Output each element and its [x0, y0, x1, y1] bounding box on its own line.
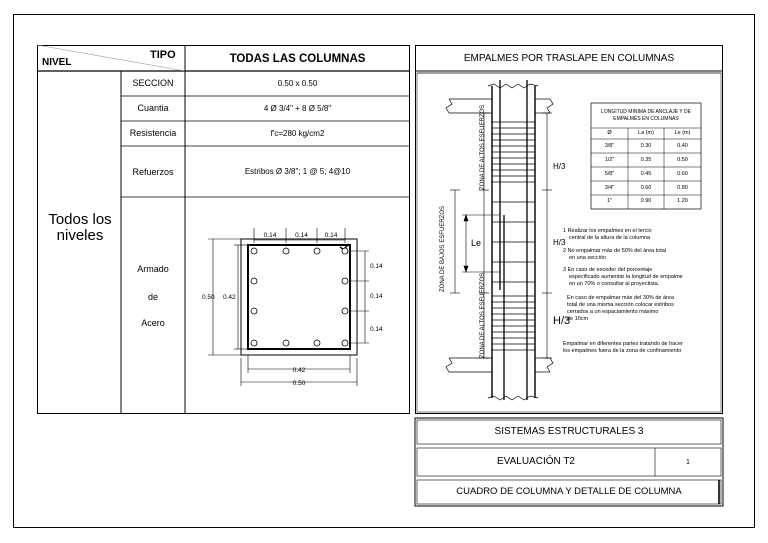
dim-right-2: 0.14	[370, 293, 383, 300]
splice-title: EMPALMES POR TRASLAPE EN COLUMNAS	[463, 53, 675, 64]
h3-top-label: H/3	[553, 162, 566, 171]
table-cell: 1/2"	[604, 157, 615, 163]
note-3-line-3: en un 70% o consultar al proyectista.	[569, 281, 660, 287]
armado-label-1: Armado	[137, 264, 169, 274]
table-header-le: Le (m)	[674, 130, 691, 136]
row-label-resistencia: Resistencia	[129, 128, 177, 138]
dim-outer-width: 0.50	[292, 380, 306, 387]
table-cell: 5/8"	[604, 171, 615, 177]
le-label: Le	[471, 238, 482, 248]
note-4-line-3: cerrados a un espaciamiento máximo	[567, 309, 659, 315]
table-header-la: La (m)	[638, 130, 654, 136]
note-3-line-2: especificado aumentar la longitud de empalme	[569, 274, 683, 280]
table-cell: 3/8"	[604, 143, 615, 149]
h3-bottom-label: H/3	[553, 315, 571, 327]
dim-top-1: 0.14	[263, 232, 277, 239]
armado-label-3: Acero	[141, 318, 165, 328]
table-cell: 1.20	[677, 198, 688, 204]
course-name: SISTEMAS ESTRUCTURALES 3	[494, 426, 644, 437]
header-nivel: NIVEL	[42, 57, 72, 68]
armado-label-2: de	[147, 292, 158, 302]
note-1-line-1: 1 Realizar los empalmes en el tercio	[563, 228, 652, 234]
note-5-line-1: Empalmar en diferentes partes tratando de hacer	[563, 341, 683, 347]
note-5-line-2: los empalmes fuera de la zona de confinamiento	[563, 348, 682, 354]
dim-top-2: 0.14	[295, 232, 308, 239]
zone-bottom-label: ZONA DE ALTOS ESFUERZOS	[480, 272, 486, 358]
row-label-cuantia: Cuantia	[137, 103, 169, 113]
drawing-name: CUADRO DE COLUMNA Y DETALLE DE COLUMNA	[456, 486, 682, 497]
dim-right-1: 0.14	[370, 263, 383, 270]
dim-outer-height: 0.50	[202, 294, 215, 301]
table-cell: 0.40	[677, 143, 688, 149]
header-title: TODAS LAS COLUMNAS	[229, 53, 366, 65]
row-value-refuerzos: Estribos Ø 3/8"; 1 @ 5; 4@10	[244, 167, 351, 176]
table-cell: 3/4"	[604, 185, 615, 191]
table-header-dia: Ø	[607, 130, 612, 136]
anchorage-table-title: LONGITUD MINIMA DE ANCLAJE Y DE EMPALMES EN COLUMNAS	[601, 109, 691, 122]
table-cell: 0.60	[677, 171, 688, 177]
table-cell: 0.35	[640, 157, 652, 163]
table-cell: 0.45	[640, 171, 652, 177]
sheet-number: 1	[686, 459, 690, 466]
dim-right-3: 0.14	[370, 326, 383, 333]
dim-inner-width: 0.42	[292, 367, 306, 374]
table-cell: 1"	[606, 198, 612, 204]
table-cell: 0.80	[677, 185, 688, 191]
evaluation-name: EVALUACIÓN T2	[497, 456, 575, 467]
table-cell: 0.60	[640, 185, 652, 191]
note-2-line-1: 2 No empalmar más de 50% del área total	[563, 248, 667, 254]
row-value-seccion: 0.50 x 0.50	[277, 79, 318, 88]
note-4-line-4: de 10cm	[567, 316, 589, 322]
note-4-line-2: total de una misma sección colocar estribos	[567, 302, 674, 308]
table-cell: 0.30	[640, 143, 652, 149]
note-3-line-1: 3 En caso de exceder del porcentaje	[563, 267, 653, 273]
table-cell: 0.50	[677, 157, 688, 163]
row-label-seccion: SECCION	[132, 78, 174, 88]
header-tipo: TIPO	[150, 49, 176, 61]
level-label: Todos los niveles	[48, 211, 112, 244]
row-value-resistencia: f'c=280 kg/cm2	[270, 129, 325, 138]
dim-top-3: 0.14	[324, 232, 338, 239]
h3-mid-label: H/3	[553, 238, 566, 247]
table-cell: 0.90	[640, 198, 652, 204]
zone-top-label: ZONA DE ALTOS ESFUERZOS	[480, 104, 486, 190]
note-1-line-2: central de la altura de la columna	[569, 235, 651, 241]
note-2-line-2: en una sección	[569, 255, 606, 261]
note-4-line-1: En caso de empalmar más del 30% de área	[567, 295, 675, 301]
row-label-refuerzos: Refuerzos	[132, 167, 174, 177]
row-value-cuantia: 4 Ø 3/4" + 8 Ø 5/8"	[263, 104, 332, 113]
zone-mid-label: ZONA DE BAJOS ESFUERZOS	[440, 205, 446, 292]
dim-inner-height: 0.42	[223, 294, 236, 301]
